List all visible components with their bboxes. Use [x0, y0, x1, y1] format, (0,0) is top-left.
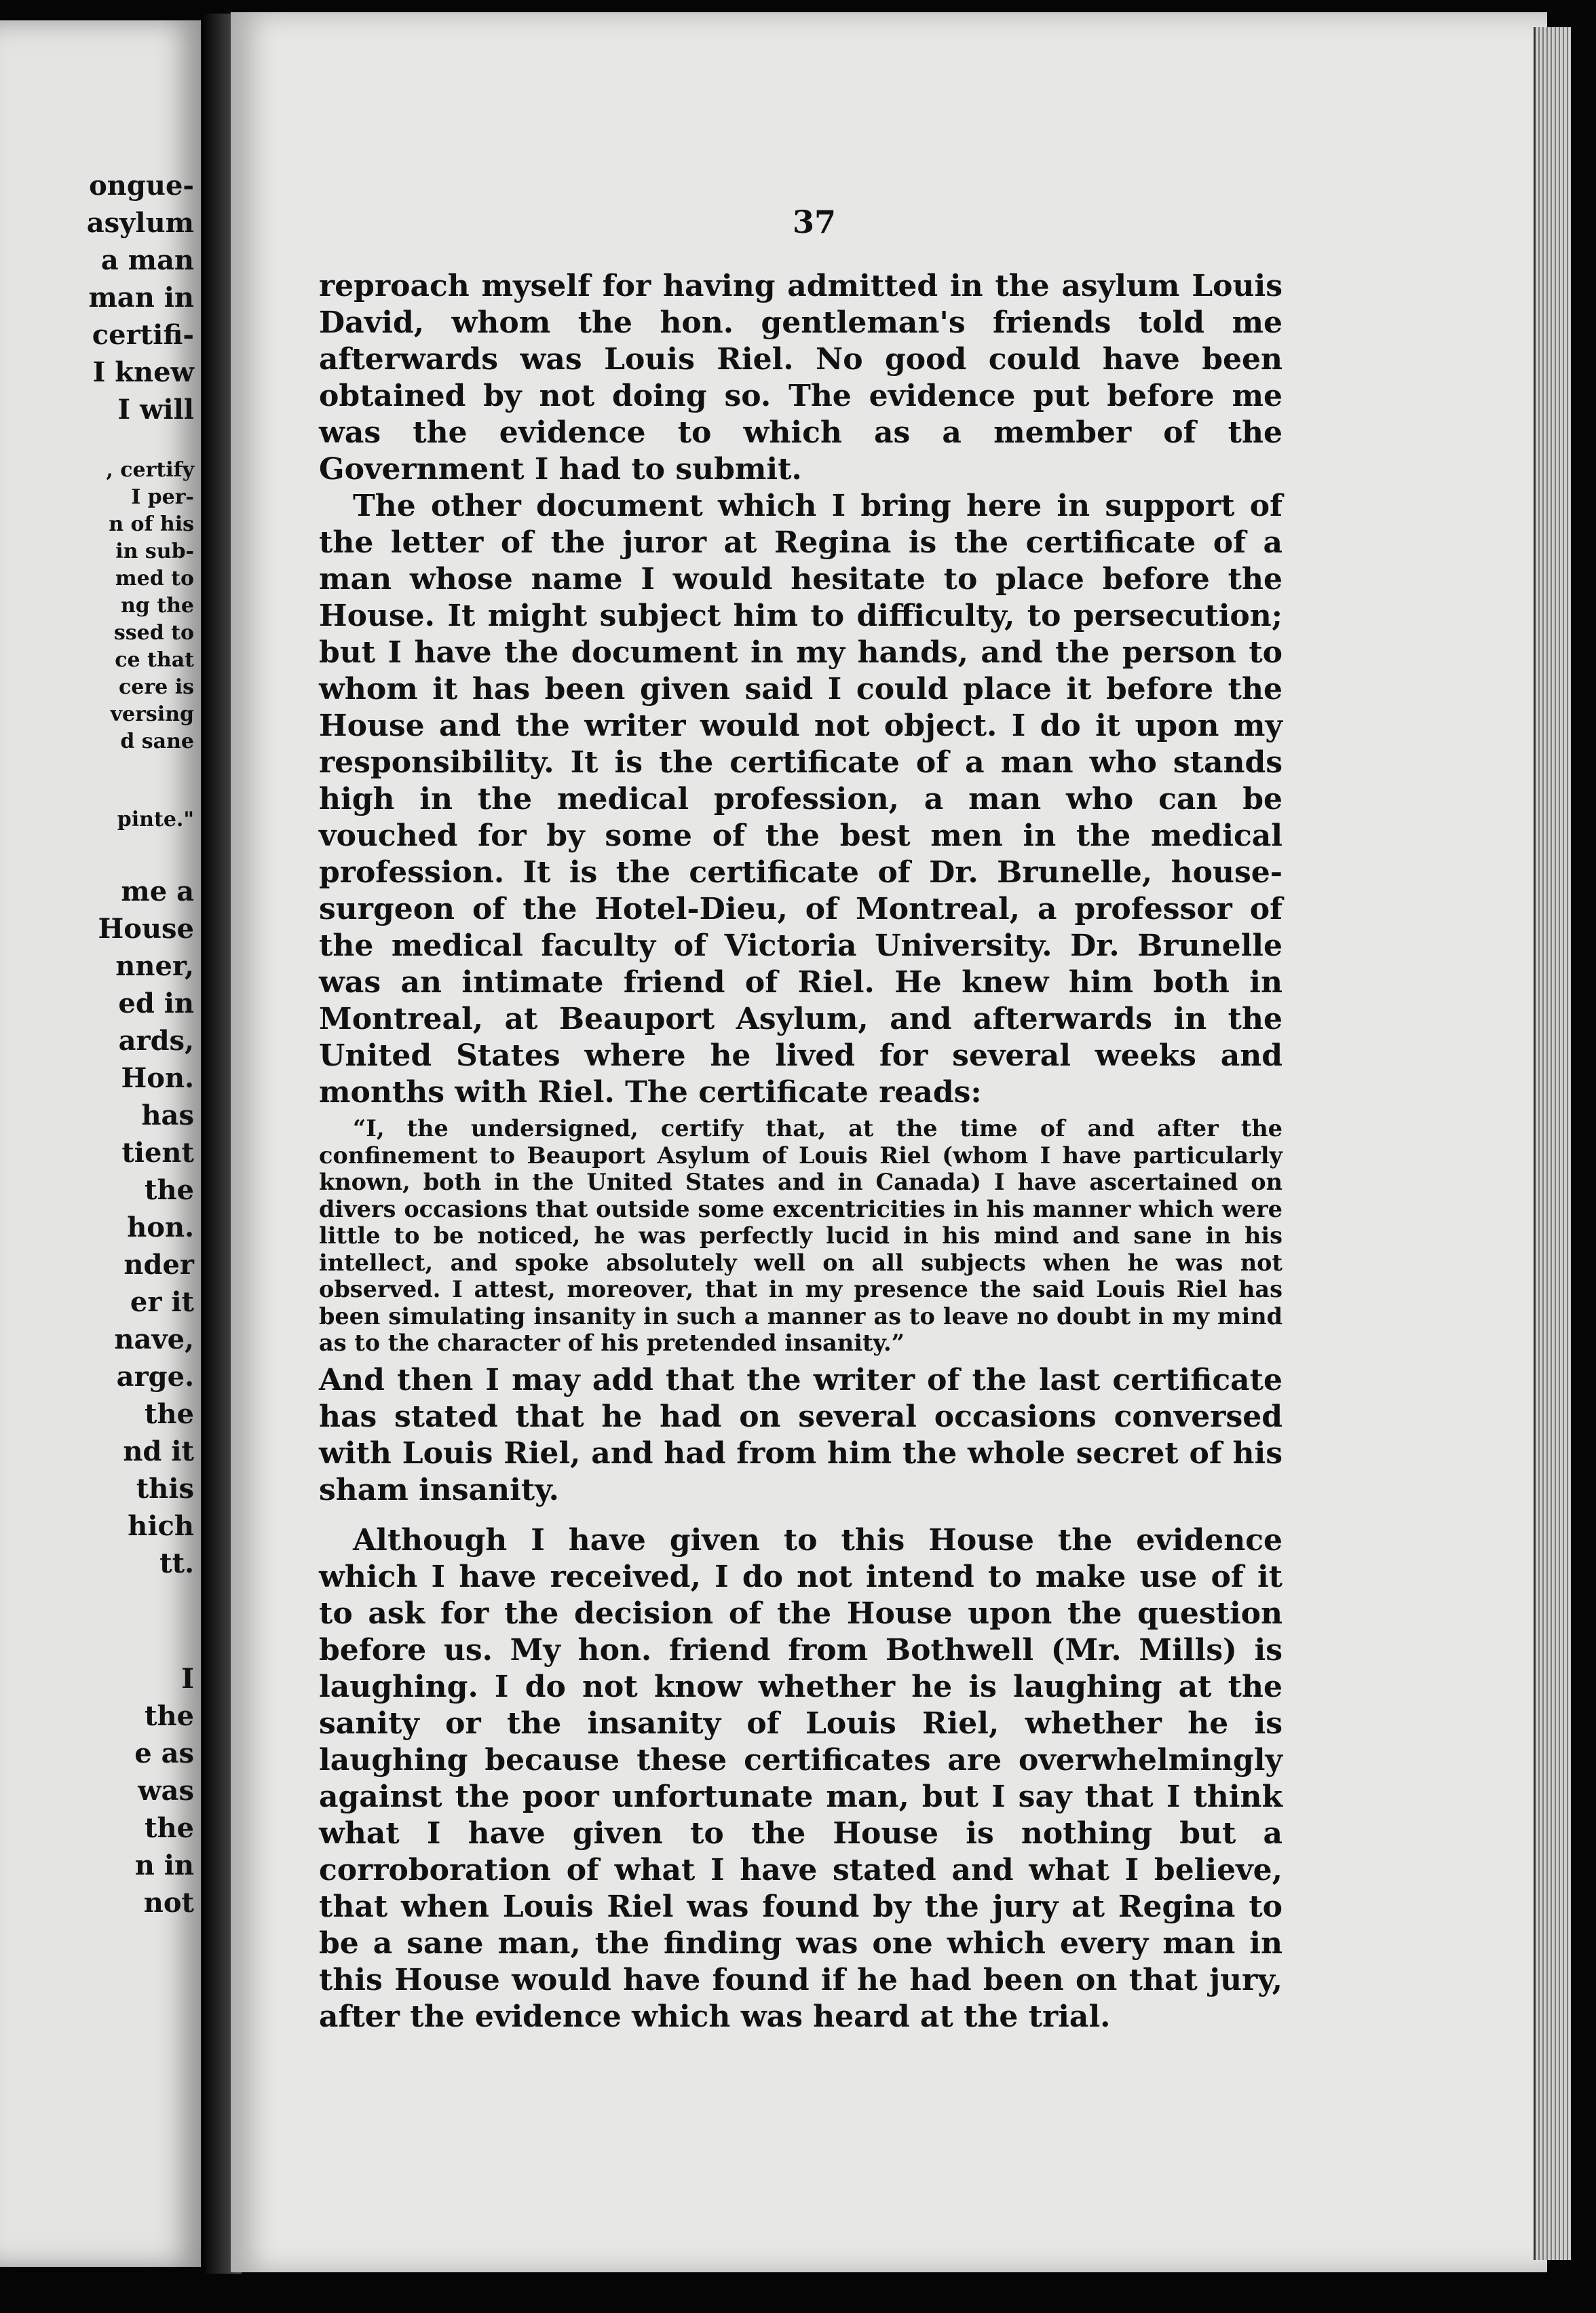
facing-page-line: man in — [88, 282, 194, 314]
facing-page-line: nd it — [123, 1435, 194, 1467]
facing-page-line: in sub- — [115, 540, 194, 563]
page-number: 37 — [793, 204, 837, 240]
facing-page-line: a man — [100, 244, 194, 276]
facing-page-line: ce that — [115, 648, 194, 672]
facing-page-line: n in — [134, 1849, 194, 1881]
facing-page-line: arge. — [116, 1361, 194, 1393]
facing-page-line: not — [143, 1887, 194, 1919]
facing-page-line: ards, — [118, 1025, 194, 1057]
body-text — [319, 268, 1282, 2035]
facing-page-line: House — [98, 913, 194, 945]
facing-page-line: has — [141, 1099, 194, 1131]
facing-page-line: nner, — [115, 950, 194, 982]
facing-page-line: cere is — [119, 675, 194, 699]
facing-page-line: Hon. — [121, 1062, 194, 1094]
facing-page-line: I will — [117, 394, 194, 426]
facing-page-line: the — [144, 1812, 194, 1844]
facing-page-line: was — [138, 1775, 194, 1807]
paragraph: The other document which I bring here in support of the letter of the juror at Regina is the certificate of a man whose name I would hesitate to place before the House. It might subject him to difficulty, to persecution; but I have the document in my hands, and the person to whom it has been given said I could place it before the House and the writer would not object. I do it upon my responsibility. It is the certificate of a man who stands high in the medical profession, a man who can be vouched for by some of the best men in the medical profession. It is the certificate of Dr. Brunelle, house-surgeon of the Hotel-Dieu, of Montreal, a professor of the medical faculty of Victoria University. Dr. Brunelle was an intimate friend of Riel. He knew him both in Montreal, at Beauport Asylum, and afterwards in the United States where he lived for several weeks and months with Riel. The certificate reads: — [319, 489, 1282, 1110]
facing-page-line: the — [144, 1700, 194, 1732]
facing-page-line: I per- — [131, 485, 194, 509]
facing-page-line: me a — [121, 876, 194, 907]
facing-page-line: versing — [110, 702, 194, 726]
facing-page-line: ongue- — [89, 170, 194, 202]
facing-page-line: I — [181, 1663, 194, 1695]
facing-page-line: d sane — [120, 730, 194, 753]
paragraph: Although I have given to this House the evidence which I have received, I do not intend to make use of it to ask for the decision of the House upon the question before us. My hon. friend from Bothwell (Mr. Mills) is laughing. I do not know whether he is laughing at the sanity or the insanity of Louis Riel, whether he is laughing because these certificates are overwhelmingly against the poor unfortunate man, but I say that I think what I have given to the House is nothing but a corroboration of what I have stated and what I believe, that when Louis Riel was found by the jury at Regina to be a sane man, the finding was one which every man in this House would have found if he had been on that jury, after the evidence which was heard at the trial. — [319, 1522, 1282, 2034]
facing-page-line: med to — [115, 567, 194, 590]
facing-page-line: nder — [124, 1249, 194, 1281]
facing-page-line: the — [144, 1174, 194, 1206]
facing-page-line: er it — [130, 1286, 194, 1318]
facing-page-line: , certify — [106, 458, 194, 482]
facing-page-line: this — [136, 1473, 194, 1505]
paragraph: reproach myself for having admitted in the asylum Louis David, whom the hon. gentleman's friends told me afterwards was Louis Riel. No good could have been obtained by not doing so. The evidence put before me was the evidence to which as a member of the Government I had to submit. — [319, 269, 1282, 487]
certificate-quote: “I, the undersigned, certify that, at the time of and after the confinement to Beauport Asylum of Louis Riel (whom I have particularly known, both in the United States and in Canada) I have ascertained on divers occasions that outside some excentricities in his manner which were little to be noticed, he was perfectly lucid in his mind and sane in his intellect, and spoke absolutely well on all subjects when he was not observed. I attest, moreover, that in my presence the said Louis Riel has been simulating insanity in such a manner as to leave no doubt in my mind as to the character of his pretended insanity.” — [319, 1115, 1282, 1356]
facing-page-line: n of his — [109, 512, 194, 536]
facing-page-line: e as — [134, 1737, 194, 1769]
facing-page-line: tt. — [159, 1547, 194, 1579]
facing-page-line: ssed to — [113, 621, 194, 645]
facing-page — [0, 20, 208, 2267]
facing-page-line: ed in — [118, 988, 194, 1019]
facing-page-line: hich — [128, 1510, 194, 1542]
facing-page-line: the — [144, 1398, 194, 1430]
facing-page-line: asylum — [86, 207, 194, 239]
facing-page-line: nave, — [114, 1323, 194, 1355]
facing-page-line: ng the — [121, 594, 194, 618]
page-edges — [1534, 27, 1571, 2260]
facing-page-line: certifi- — [92, 319, 194, 351]
facing-page-line: tient — [121, 1137, 194, 1169]
paragraph: And then I may add that the writer of the last certificate has stated that he had on several occasions conversed with Louis Riel, and had from him the whole secret of his sham insanity. — [319, 1362, 1282, 1507]
facing-page-line: hon. — [127, 1211, 194, 1243]
facing-page-line: I knew — [92, 356, 194, 388]
facing-page-line: pinte." — [117, 808, 194, 831]
